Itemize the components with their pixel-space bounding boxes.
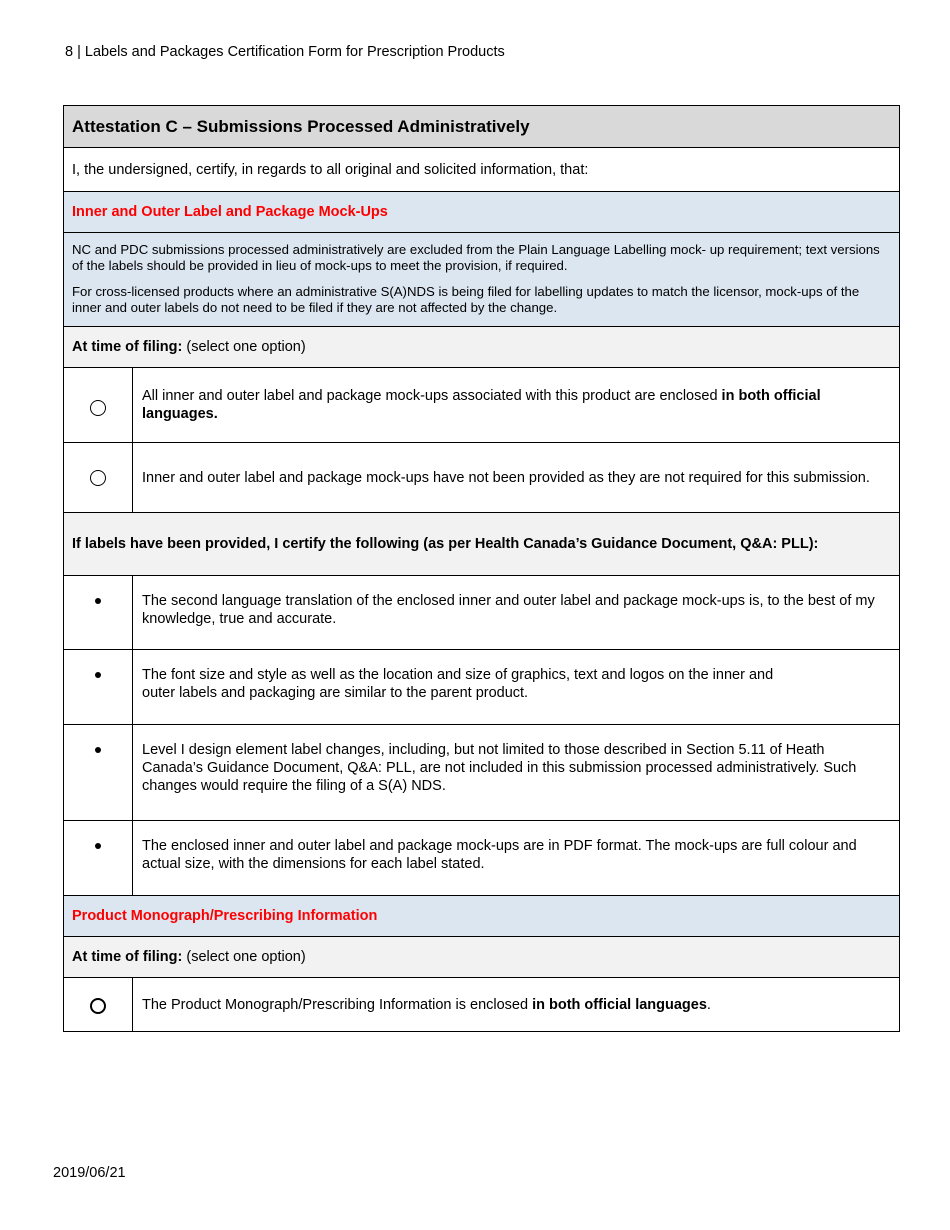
attestation-intro-row [64, 147, 899, 191]
certify-bullet-2: The font size and style as well as the location and size of graphics, text and logos on the inner and outer labels and packaging are similar to the parent product. [142, 667, 774, 701]
bullet-cell [64, 576, 133, 649]
option-text-cell [133, 368, 899, 442]
bullet-cell [64, 650, 133, 724]
monograph-filing-label: At time of filing: [72, 949, 183, 965]
monograph-option-row[interactable] [64, 977, 899, 1031]
bullet-cell [64, 821, 133, 895]
option-text-cell [133, 978, 899, 1031]
labels-option-1-bold: in both official languages. [142, 388, 821, 422]
monograph-option-bold: in both official languages [532, 996, 707, 1013]
page-footer-date: 2019/06/21 [53, 1165, 126, 1181]
labels-filing-instruction: (select one option) [182, 339, 306, 355]
monograph-option-tail: . [706, 996, 711, 1013]
bullet-text-cell [133, 821, 899, 895]
bullet-icon [95, 672, 101, 678]
labels-option-row[interactable] [64, 367, 899, 442]
bullet-icon [95, 843, 101, 849]
attestation-title: Attestation C – Submissions Processed Administratively [72, 116, 530, 136]
bullet-icon [95, 598, 101, 604]
radio-button[interactable] [90, 998, 106, 1014]
radio-button[interactable] [90, 470, 106, 486]
page-header: 8 | Labels and Packages Certification Form for Prescription Products [65, 44, 505, 60]
certify-bullet-3: Level I design element label changes, including, but not limited to those described in Section 5.11 of Heath Canada’s Guidance Document, Q&A: PLL, are not included in this submission processed administratively. Such changes would require the filing of a S(A) NDS. [142, 742, 857, 794]
certify-heading: If labels have been provided, I certify the following (as per Health Canada’s Guidance Document, Q&A: PLL): [72, 536, 819, 552]
bullet-text-cell [133, 650, 899, 724]
monograph-section-heading-row [64, 895, 899, 936]
option-text-cell [133, 443, 899, 512]
labels-notes [64, 232, 899, 326]
labels-filing-label: At time of filing: [72, 339, 183, 355]
monograph-section-heading: Product Monograph/Prescribing Information [72, 908, 378, 924]
certify-bullet-row [64, 820, 899, 895]
bullet-text-cell [133, 725, 899, 820]
bullet-icon [95, 747, 101, 753]
bullet-cell [64, 725, 133, 820]
certify-heading-row [64, 512, 899, 575]
labels-filing-row [64, 326, 899, 367]
certify-bullet-row [64, 649, 899, 724]
bullet-text-cell [133, 576, 899, 649]
certify-bullet-row [64, 575, 899, 649]
labels-section-heading-row [64, 191, 899, 232]
monograph-filing-instruction: (select one option) [182, 949, 306, 965]
monograph-filing-row [64, 936, 899, 977]
labels-option-row[interactable] [64, 442, 899, 512]
radio-cell [64, 978, 133, 1031]
monograph-option-text: The Product Monograph/Prescribing Information is enclosed [142, 996, 533, 1013]
labels-section-heading: Inner and Outer Label and Package Mock-Ups [72, 204, 388, 220]
attestation-intro: I, the undersigned, certify, in regards to all original and solicited information, that: [72, 161, 589, 178]
labels-note-2: For cross-licensed products where an administrative S(A)NDS is being filed for labelling updates to match the licensor, mock-ups of the inner and outer labels do not need to be filed if they are not affected by the change. [72, 284, 860, 315]
certify-bullet-4: The enclosed inner and outer label and package mock-ups are in PDF format. The mock-ups are full colour and actual size, with the dimensions for each label stated. [142, 838, 857, 872]
attestation-title-row [64, 106, 899, 147]
labels-option-1-text: All inner and outer label and package mock-ups associated with this product are enclosed [142, 388, 722, 404]
radio-button[interactable] [90, 400, 106, 416]
certify-bullet-row [64, 724, 899, 820]
labels-option-2-text: Inner and outer label and package mock-ups have not been provided as they are not required for this submission. [142, 469, 870, 486]
attestation-c-form [63, 105, 900, 1032]
certify-bullet-1: The second language translation of the enclosed inner and outer label and package mock-ups is, to the best of my knowledge, true and accurate. [142, 593, 875, 627]
labels-note-1: NC and PDC submissions processed administratively are excluded from the Plain Language Labelling mock- up requirement; text versions of the labels should be provided in lieu of mock-ups to meet the provision, if required. [72, 242, 880, 273]
radio-cell [64, 443, 133, 512]
radio-cell [64, 368, 133, 442]
